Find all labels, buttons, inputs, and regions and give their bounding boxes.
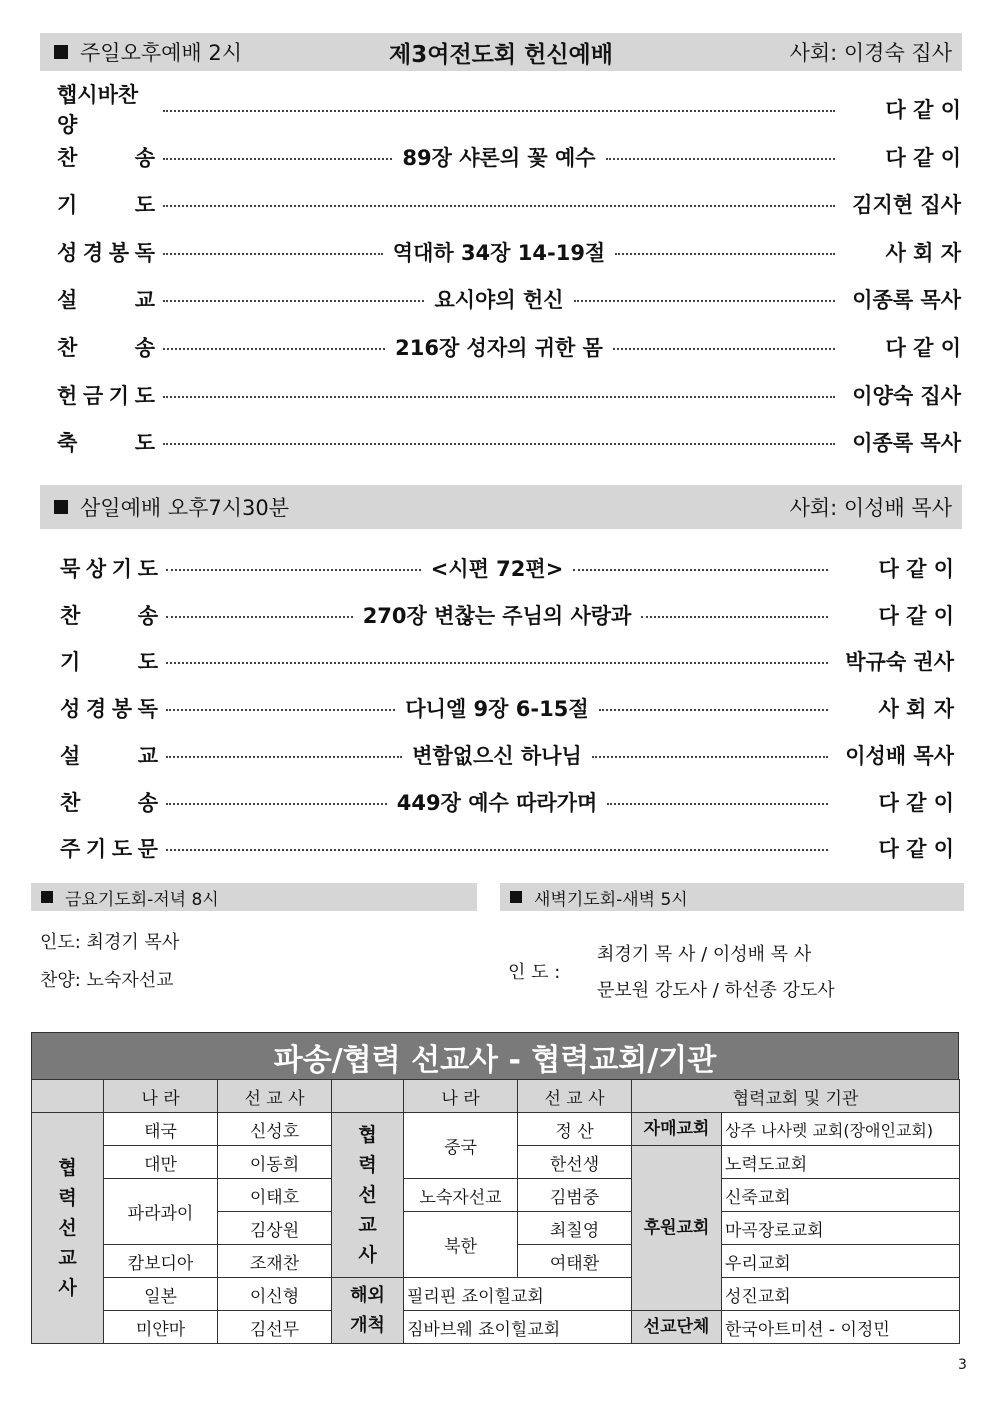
support-church: 성진교회 [722,1278,960,1311]
dawn-prayer-title: 새벽기도회-새벽 5시 [534,889,688,910]
missionary-cell: 조재찬 [218,1245,332,1278]
order-label-char: 상 [85,557,107,581]
dotted-leader [613,348,835,350]
order-label-char: 경 [82,240,104,265]
header-country: 나 라 [104,1080,218,1113]
sunday-service-header [40,33,962,71]
dotted-leader [166,662,828,664]
order-person: 다 같 이 [885,145,962,170]
order-detail: 역대하 34장 14-19절 [392,240,606,265]
dotted-leader [592,756,828,758]
order-person: 다 같 이 [878,790,954,815]
dotted-leader [615,253,835,255]
order-label [60,787,158,817]
support-church: 우리교회 [722,1245,960,1278]
order-label-char: 성 [57,240,78,265]
support-church: 마곡장로교회 [722,1212,960,1245]
missionary-cell: 최칠영 [518,1212,632,1245]
pioneer-church: 짐바브웨 죠이힐교회 [404,1311,632,1344]
order-label-char: 송 [137,790,158,815]
dotted-leader [574,300,835,302]
missionary-cell: 한선생 [518,1146,632,1179]
order-label-char: 설 [60,743,81,768]
friday-prayer-title: 금요기도회-저녁 8시 [65,889,219,910]
order-row [60,738,954,772]
dotted-leader [163,205,835,207]
mission-org: 한국아트미션 - 이정민 [722,1311,960,1344]
country-cell: 대만 [104,1146,218,1179]
dotted-leader [166,616,353,618]
order-label [57,237,155,267]
order-person: 다 같 이 [885,98,961,122]
order-label [57,189,155,219]
order-label [57,79,155,139]
country-cell: 노숙자선교 [404,1179,518,1212]
order-label-char: 봉 [111,697,133,722]
order-person: 이종록 목사 [852,431,961,456]
missionary-cell: 여태환 [518,1245,632,1278]
section-partner-missionaries-2: 협 력 선 교 사 [332,1113,404,1278]
wednesday-service-header [40,485,962,529]
country-cell: 태국 [104,1113,218,1146]
order-row [57,282,961,316]
order-label [60,693,158,723]
missionary-cell: 신성호 [218,1113,332,1146]
order-detail: 89장 샤론의 꽃 예수 [402,145,596,170]
order-label [57,427,155,457]
header-country: 나 라 [404,1080,518,1113]
order-label-char: 찬 [60,790,81,815]
missionary-cell: 김선무 [218,1311,332,1344]
order-row [57,83,961,137]
order-label-char: 주 [60,837,81,862]
order-detail: 270장 변찮는 주님의 사랑과 [362,603,632,628]
order-detail: 449장 예수 따라가며 [396,790,598,815]
order-label-char: 햅시바찬양 [57,83,139,137]
order-label [60,740,158,770]
order-label-char: 찬 [57,145,78,170]
order-label-char: 기 [108,383,130,408]
order-row [60,598,954,632]
order-label-char: 도 [134,383,155,408]
order-label-char: 독 [137,697,158,722]
order-label-char: 축 [57,431,78,456]
missionary-cell: 이태호 [218,1179,332,1212]
section-overseas-pioneer: 해외 개척 [332,1278,404,1344]
order-label-char: 기 [57,193,78,218]
order-person: 박규숙 권사 [845,650,954,675]
order-row [60,551,954,585]
wednesday-service-host: 사회: 이성배 목사 [789,496,952,520]
support-church: 신죽교회 [722,1179,960,1212]
order-label-char: 도 [137,557,158,581]
dawn-lead-line1: 최경기 목 사 / 이성배 목 사 [597,944,812,965]
missions-table [31,1079,960,1344]
order-person: 이양숙 집사 [852,383,961,408]
dawn-lead-label: 인 도 : [508,962,561,983]
table-row [32,1311,960,1344]
order-label-char: 헌 [57,383,78,408]
dawn-lead-line2: 문보원 강도사 / 하선종 강도사 [597,980,835,1001]
dotted-leader [163,396,835,398]
country-cell: 일본 [104,1278,218,1311]
friday-lead: 인도: 최경기 목사 [40,932,180,953]
dotted-leader [166,709,395,711]
order-label [57,142,155,172]
friday-prayer-header [31,883,477,911]
order-row [57,235,961,269]
sunday-service-host: 사회: 이경숙 집사 [789,41,952,65]
country-cell: 북한 [404,1212,518,1278]
order-label-char: 독 [134,240,155,265]
dotted-leader [163,348,385,350]
order-label-char: 교 [134,288,155,313]
dotted-leader [163,300,424,302]
header-missionary: 선 교 사 [218,1080,332,1113]
order-label-char: 성 [60,697,81,722]
order-person: 다 같 이 [878,837,954,862]
sister-church-label: 자매교회 [632,1113,722,1146]
order-label [60,600,158,630]
order-person: 다 같 이 [878,557,954,581]
missionary-cell: 이동희 [218,1146,332,1179]
order-label-char: 도 [134,431,155,456]
order-label-char: 찬 [60,603,81,628]
order-row [57,425,961,459]
dotted-leader [166,803,387,805]
order-label [57,380,155,410]
dotted-leader [163,253,383,255]
page-number: 3 [958,1357,967,1373]
dawn-prayer-header [500,883,964,911]
dotted-leader [573,569,828,571]
order-label [60,646,158,676]
square-bullet-icon [510,891,522,903]
sunday-service-time: 주일오후예배 2시 [80,41,243,65]
friday-praise: 찬양: 노숙자선교 [40,970,174,991]
order-row [57,187,961,221]
order-person: 사 회 자 [885,240,962,265]
order-detail: 변함없으신 하나님 [412,743,582,768]
order-label [60,833,158,863]
order-label-char: 송 [137,603,158,628]
order-label [60,553,158,583]
missionary-cell: 김범중 [518,1179,632,1212]
order-label [57,332,155,362]
order-row [57,330,961,364]
order-label-char: 도 [134,193,155,218]
pioneer-church: 필리핀 죠이힐교회 [404,1278,632,1311]
order-person: 사 회 자 [878,697,954,722]
square-bullet-icon [41,891,53,903]
header-blank [332,1080,404,1113]
support-church-label: 후원교회 [632,1146,722,1311]
order-label-char: 기 [60,650,81,675]
order-person: 이성배 목사 [845,743,955,768]
order-person: 이종록 목사 [852,288,961,313]
order-detail: 216장 성자의 귀한 몸 [395,336,603,360]
order-person: 다 같 이 [878,603,955,628]
table-header-row [32,1080,960,1113]
order-person: 김지현 집사 [852,193,961,218]
missionary-cell: 이신형 [218,1278,332,1311]
order-label [57,284,155,314]
header-blank [32,1080,104,1113]
country-cell: 캄보디아 [104,1245,218,1278]
header-churches: 협력교회 및 기관 [632,1080,960,1113]
order-row [57,140,961,174]
order-row [60,644,954,678]
order-detail: 다니엘 9장 6-15절 [405,697,589,722]
order-label-char: 경 [85,697,107,722]
country-cell: 중국 [404,1113,518,1179]
order-label-char: 설 [57,288,78,313]
order-person: 다 같 이 [885,336,961,360]
dotted-leader [163,110,835,112]
sister-church: 상주 나사렛 교회(장애인교회) [722,1113,960,1146]
section-partner-missionaries: 협 력 선 교 사 [32,1113,104,1344]
order-label-char: 금 [82,383,104,408]
dotted-leader [166,849,828,851]
sunday-service-title: 제3여전도회 헌신예배 [389,41,613,68]
dotted-leader [163,443,835,445]
order-label-char: 송 [134,145,155,170]
order-detail: 요시야의 헌신 [434,288,564,313]
table-row [32,1179,960,1212]
order-row [57,378,961,412]
order-detail: <시편 72편> [430,557,564,581]
order-label-char: 송 [134,336,155,360]
order-label-char: 봉 [108,240,130,265]
dotted-leader [163,158,392,160]
missionary-cell: 정 산 [518,1113,632,1146]
missionary-cell: 김상원 [218,1212,332,1245]
dotted-leader [166,569,421,571]
dotted-leader [599,709,828,711]
header-missionary: 선 교 사 [518,1080,632,1113]
square-bullet-icon [54,500,68,514]
order-label-char: 문 [137,837,158,862]
wednesday-service-time: 삼일예배 오후7시30분 [80,496,290,520]
dotted-leader [166,756,402,758]
order-label-char: 묵 [60,557,81,581]
country-cell: 파라과이 [104,1179,218,1245]
dotted-leader [606,158,835,160]
country-cell: 미얀마 [104,1311,218,1344]
table-row [32,1113,960,1146]
support-church: 노력도교회 [722,1146,960,1179]
table-row [32,1278,960,1311]
dotted-leader [641,616,828,618]
order-label-char: 교 [137,743,158,768]
order-label-char: 기 [111,557,133,581]
order-row [60,831,954,865]
order-label-char: 도 [137,650,158,675]
order-label-char: 도 [111,837,133,862]
mission-org-label: 선교단체 [632,1311,722,1344]
missions-table-title: 파송/협력 선교사 - 협력교회/기관 [31,1032,959,1080]
order-label-char: 기 [85,837,107,862]
order-row [60,785,954,819]
square-bullet-icon [54,45,68,59]
order-label-char: 찬 [57,336,78,360]
order-row [60,691,954,725]
dotted-leader [607,803,828,805]
